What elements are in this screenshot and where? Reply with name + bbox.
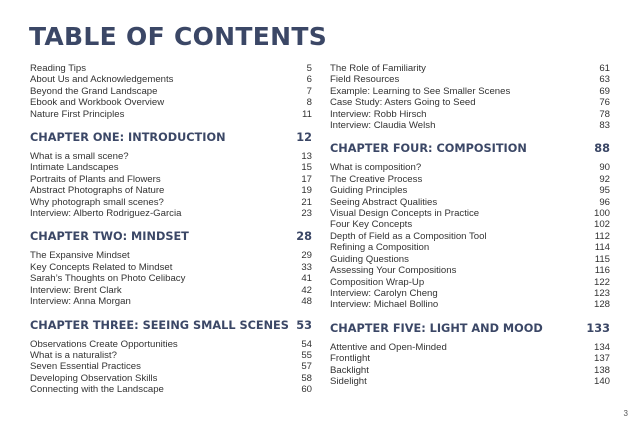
- toc-entry-title: Interview: Michael Bollino: [330, 299, 439, 311]
- toc-entry-title: Four Key Concepts: [330, 219, 413, 231]
- toc-entry: [30, 197, 312, 208]
- toc-entry: [330, 63, 610, 74]
- toc-entry-title: What is a small scene?: [30, 151, 129, 163]
- toc-entry-title: Portraits of Plants and Flowers: [30, 173, 161, 185]
- toc-entry: [330, 74, 610, 85]
- toc-entry-title: Assessing Your Compositions: [330, 265, 457, 277]
- toc-entry: [30, 285, 312, 296]
- toc-entry-title: Seeing Abstract Qualities: [330, 196, 438, 208]
- chapter-page-number: 53: [296, 318, 312, 332]
- toc-entry-page-number: 54: [301, 338, 312, 350]
- toc-entry-title: Intimate Landscapes: [30, 162, 119, 174]
- toc-entry: [330, 219, 610, 230]
- toc-entry: [330, 265, 610, 276]
- toc-entry-title: Developing Observation Skills: [30, 372, 158, 384]
- chapter-heading: [30, 230, 312, 244]
- toc-entry-page-number: 128: [593, 299, 610, 311]
- toc-entry-title: Frontlight: [330, 353, 370, 365]
- toc-entry-title: Guiding Principles: [330, 185, 408, 197]
- toc-entry: [330, 185, 610, 196]
- toc-entry-page-number: 48: [301, 296, 312, 308]
- toc-entry-page-number: 6: [306, 74, 312, 86]
- toc-entry-page-number: 134: [593, 341, 610, 353]
- toc-entry-title: Ebook and Workbook Overview: [30, 97, 165, 109]
- toc-entry-page-number: 42: [301, 284, 312, 296]
- toc-entry: [330, 365, 610, 376]
- toc-entry-title: Backlight: [330, 364, 369, 376]
- toc-entry-title: Sarah’s Thoughts on Photo Celibacy: [30, 273, 186, 285]
- page-title: TABLE OF CONTENTS: [29, 22, 327, 51]
- toc-entry: [30, 250, 312, 261]
- toc-entry-title: Example: Learning to See Smaller Scenes: [330, 85, 511, 97]
- toc-entry: [30, 86, 312, 97]
- toc-entry-page-number: 92: [599, 173, 610, 185]
- toc-entry-page-number: 58: [301, 372, 312, 384]
- toc-entry: [330, 208, 610, 219]
- toc-entry: [330, 109, 610, 120]
- toc-entry-title: Guiding Questions: [330, 253, 409, 265]
- toc-entry-page-number: 11: [302, 108, 312, 120]
- toc-entry: [30, 361, 312, 372]
- toc-entry-title: What is composition?: [330, 162, 422, 174]
- toc-entry-page-number: 137: [593, 353, 610, 365]
- toc-entry: [330, 376, 610, 387]
- toc-entry: [30, 151, 312, 162]
- toc-entry-title: Interview: Brent Clark: [30, 284, 122, 296]
- toc-entry: [330, 277, 610, 288]
- toc-entry-title: Reading Tips: [30, 63, 86, 74]
- toc-entry-title: Depth of Field as a Composition Tool: [330, 230, 487, 242]
- toc-entry-title: Key Concepts Related to Mindset: [30, 261, 173, 273]
- toc-entry-title: Interview: Claudia Welsh: [330, 120, 436, 132]
- toc-entry-page-number: 95: [599, 185, 610, 197]
- toc-entry: [330, 120, 610, 131]
- toc-entry: [330, 342, 610, 353]
- toc-entry-page-number: 90: [599, 162, 610, 174]
- toc-entry-title: Visual Design Concepts in Practice: [330, 208, 480, 220]
- toc-entry-title: Field Resources: [330, 74, 400, 86]
- toc-entry-title: The Expansive Mindset: [30, 250, 130, 262]
- toc-entry: [30, 373, 312, 384]
- toc-entry: [30, 262, 312, 273]
- toc-entry-page-number: 69: [599, 85, 610, 97]
- toc-entry-page-number: 60: [301, 384, 312, 396]
- toc-entry-page-number: 63: [599, 74, 610, 86]
- toc-entry-title: Interview: Carolyn Cheng: [330, 287, 438, 299]
- toc-entry-page-number: 123: [593, 287, 610, 299]
- toc-entry-page-number: 140: [593, 375, 610, 387]
- toc-entry-title: Sidelight: [330, 375, 367, 387]
- toc-entry-title: Observations Create Opportunities: [30, 338, 178, 350]
- toc-entry-page-number: 41: [301, 273, 312, 285]
- toc-entry-page-number: 96: [599, 196, 610, 208]
- toc-entry-title: Interview: Anna Morgan: [30, 296, 131, 308]
- chapter-title: CHAPTER ONE: INTRODUCTION: [30, 131, 226, 145]
- toc-entry-page-number: 83: [599, 120, 610, 132]
- toc-entry: [30, 273, 312, 284]
- toc-entry: [330, 97, 610, 108]
- chapter-page-number: 88: [594, 142, 610, 156]
- toc-entry-title: Attentive and Open-Minded: [330, 341, 447, 353]
- toc-entry: [330, 86, 610, 97]
- chapter-heading: [330, 142, 610, 156]
- toc-right-column: [330, 63, 610, 387]
- toc-entry-title: Composition Wrap-Up: [330, 276, 425, 288]
- toc-entry-page-number: 57: [301, 361, 312, 373]
- toc-entry-page-number: 138: [593, 364, 610, 376]
- toc-entry-page-number: 112: [594, 230, 610, 242]
- toc-entry-page-number: 5: [306, 63, 312, 74]
- toc-entry-title: The Role of Familiarity: [330, 63, 426, 74]
- toc-entry-page-number: 33: [301, 261, 312, 273]
- toc-entry-page-number: 100: [593, 208, 610, 220]
- toc-entry-page-number: 19: [301, 185, 312, 197]
- toc-entry: [30, 97, 312, 108]
- toc-entry-title: Interview: Robb Hirsch: [330, 108, 427, 120]
- toc-entry-page-number: 115: [594, 253, 610, 265]
- chapter-page-number: 28: [296, 230, 312, 244]
- chapter-title: CHAPTER FOUR: COMPOSITION: [330, 142, 527, 156]
- toc-entry-page-number: 122: [593, 276, 610, 288]
- toc-entry-title: Connecting with the Landscape: [30, 384, 164, 396]
- toc-entry-page-number: 21: [301, 196, 312, 208]
- toc-entry-title: The Creative Process: [330, 173, 423, 185]
- toc-entry: [330, 174, 610, 185]
- toc-entry: [30, 109, 312, 120]
- toc-entry-title: About Us and Acknowledgements: [30, 74, 174, 86]
- toc-entry: [30, 162, 312, 173]
- chapter-title: CHAPTER FIVE: LIGHT AND MOOD: [330, 321, 543, 335]
- chapter-page-number: 133: [586, 321, 610, 335]
- toc-entry: [30, 384, 312, 395]
- toc-entry: [30, 74, 312, 85]
- toc-entry-page-number: 55: [301, 349, 312, 361]
- toc-entry: [330, 353, 610, 364]
- toc-entry-page-number: 78: [599, 108, 610, 120]
- toc-entry-page-number: 23: [301, 208, 312, 220]
- toc-entry-page-number: 116: [594, 265, 610, 277]
- toc-entry-title: Seven Essential Practices: [30, 361, 141, 373]
- toc-left-column: [30, 63, 312, 396]
- toc-entry: [30, 350, 312, 361]
- toc-entry-page-number: 15: [301, 162, 312, 174]
- toc-entry-title: Case Study: Asters Going to Seed: [330, 97, 476, 109]
- toc-entry: [30, 296, 312, 307]
- chapter-heading: [30, 319, 312, 333]
- chapter-page-number: 12: [296, 131, 312, 145]
- toc-entry: [30, 63, 312, 74]
- toc-entry-title: Why photograph small scenes?: [30, 196, 164, 208]
- toc-entry-page-number: 7: [306, 85, 312, 97]
- toc-entry: [330, 162, 610, 173]
- toc-entry-title: Interview: Alberto Rodriguez-Garcia: [30, 208, 182, 220]
- chapter-title: CHAPTER TWO: MINDSET: [30, 230, 189, 244]
- toc-entry-page-number: 76: [599, 97, 610, 109]
- chapter-title: CHAPTER THREE: SEEING SMALL SCENES: [30, 318, 289, 332]
- page-number: 3: [623, 409, 628, 418]
- toc-entry-page-number: 13: [301, 151, 312, 163]
- toc-entry: [330, 254, 610, 265]
- toc-entry-title: Abstract Photographs of Nature: [30, 185, 165, 197]
- chapter-heading: [330, 322, 610, 336]
- toc-entry-page-number: 102: [593, 219, 610, 231]
- toc-entry-page-number: 17: [301, 173, 312, 185]
- toc-entry: [30, 174, 312, 185]
- toc-entry-title: Nature First Principles: [30, 108, 125, 120]
- toc-entry-page-number: 61: [599, 63, 610, 74]
- toc-entry: [330, 299, 610, 310]
- chapter-heading: [30, 131, 312, 145]
- toc-entry-title: Beyond the Grand Landscape: [30, 85, 158, 97]
- toc-entry-title: What is a naturalist?: [30, 349, 117, 361]
- toc-entry: [330, 231, 610, 242]
- toc-entry: [330, 197, 610, 208]
- toc-entry: [330, 242, 610, 253]
- toc-entry-page-number: 114: [594, 242, 610, 254]
- toc-entry: [330, 288, 610, 299]
- toc-entry-page-number: 29: [301, 250, 312, 262]
- toc-entry-title: Refining a Composition: [330, 242, 430, 254]
- toc-entry: [30, 339, 312, 350]
- toc-entry: [30, 185, 312, 196]
- toc-entry-page-number: 8: [306, 97, 312, 109]
- toc-entry: [30, 208, 312, 219]
